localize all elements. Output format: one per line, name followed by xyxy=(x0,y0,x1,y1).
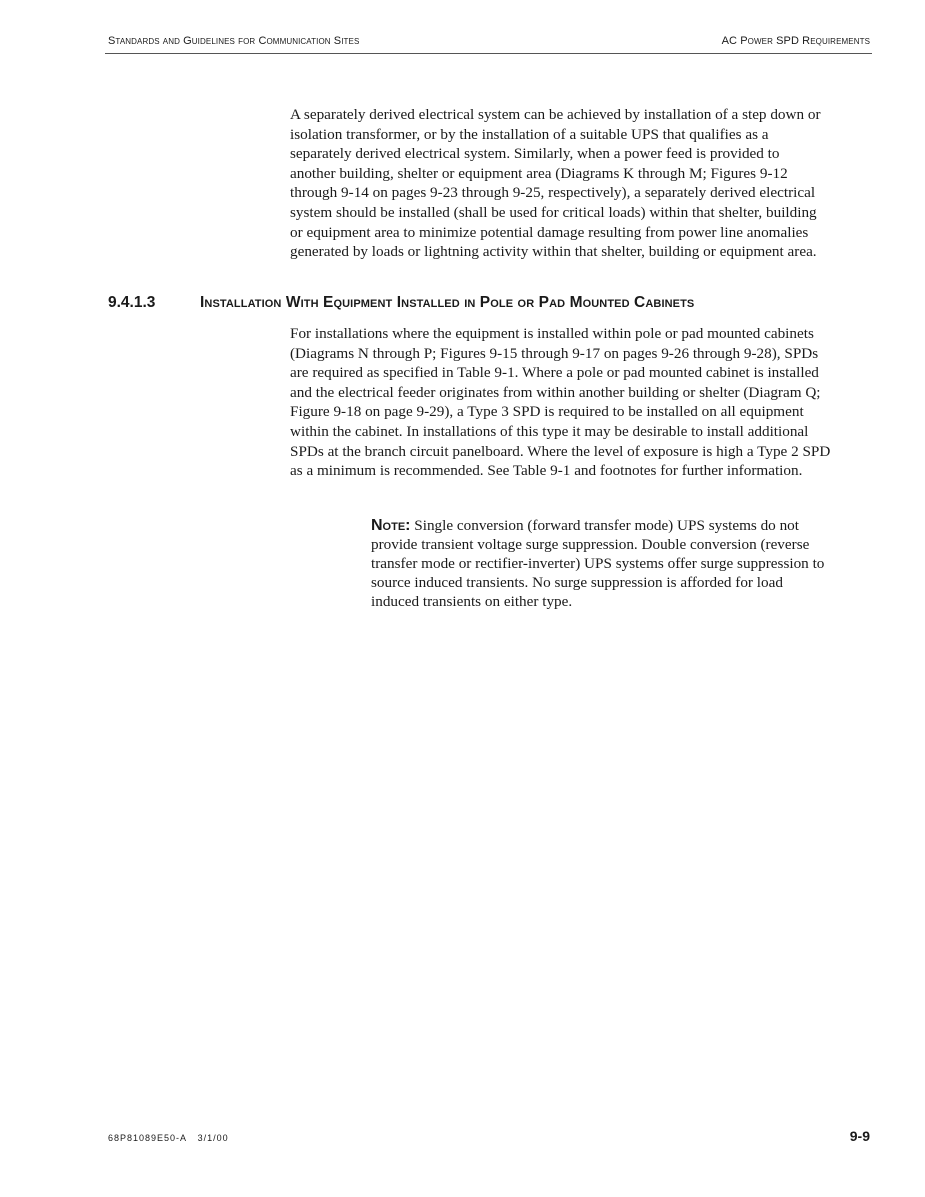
note-line: provide transient voltage surge suppression. Double conversion (reverse xyxy=(371,536,810,553)
paragraph-line: separately derived electrical system. Similarly, when a power feed is provided to xyxy=(290,145,780,163)
note-line: induced transients on either type. xyxy=(371,593,573,610)
paragraph-line: through 9-14 on pages 9-23 through 9-25, respectively), a separately derived electrical xyxy=(290,184,816,202)
footer-doc-id: 68P81089E50-A xyxy=(108,1133,188,1143)
note-label: Note: xyxy=(371,517,411,534)
paragraph-line: SPDs at the branch circuit panelboard. Where the level of exposure is high a Type 2 SPD xyxy=(290,442,831,460)
note-text: Single conversion (forward transfer mode) UPS systems do not xyxy=(414,517,799,534)
paragraph-line: generated by loads or lightning activity within that shelter, building or equipment area. xyxy=(290,243,817,261)
header-rule xyxy=(105,53,872,54)
paragraph-separately-derived xyxy=(290,105,870,262)
page-number: 9-9 xyxy=(849,1128,870,1144)
paragraph-pole-pad-cabinets xyxy=(290,324,870,481)
paragraph-line: (Diagrams N through P; Figures 9-15 through 9-17 on pages 9-26 through 9-28), SPDs xyxy=(290,344,819,362)
paragraph-line: another building, shelter or equipment area (Diagrams K through M; Figures 9-12 xyxy=(290,164,788,182)
paragraph-line: Figure 9-18 on page 9-29), a Type 3 SPD is required to be installed on all equipment xyxy=(290,403,804,421)
note-line: source induced transients. No surge suppression is afforded for load xyxy=(371,574,783,591)
note-line: transfer mode or rectifier-inverter) UPS systems offer surge suppression to xyxy=(371,555,825,572)
paragraph-line: isolation transformer, or by the installation of a suitable UPS that qualifies as a xyxy=(290,125,769,143)
running-header-right: AC Power SPD Requirements xyxy=(721,35,870,47)
footer-date: 3/1/00 xyxy=(197,1133,229,1143)
paragraph-line: as a minimum is recommended. See Table 9-1 and footnotes for further information. xyxy=(290,462,803,480)
paragraph-line: are required as specified in Table 9-1. Where a pole or pad mounted cabinet is installed xyxy=(290,364,819,382)
paragraph-line: within the cabinet. In installations of this type it may be desirable to install additional xyxy=(290,422,809,440)
section-number: 9.4.1.3 xyxy=(108,294,156,311)
running-header-left: Standards and Guidelines for Communication Sites xyxy=(108,35,360,47)
note-line xyxy=(371,516,871,535)
footer-doc-info xyxy=(108,1133,229,1143)
paragraph-line: and the electrical feeder originates from within another building or shelter (Diagram Q; xyxy=(290,383,821,401)
paragraph-line: system should be installed (shall be used for critical loads) within that shelter, building xyxy=(290,203,817,221)
paragraph-line: For installations where the equipment is installed within pole or pad mounted cabinets xyxy=(290,325,814,342)
paragraph-line: A separately derived electrical system can be achieved by installation of a step down or xyxy=(290,106,821,123)
paragraph-line: or equipment area to minimize potential damage resulting from power line anomalies xyxy=(290,223,809,241)
section-title: Installation With Equipment Installed in Pole or Pad Mounted Cabinets xyxy=(200,294,695,311)
note-block xyxy=(371,516,871,611)
